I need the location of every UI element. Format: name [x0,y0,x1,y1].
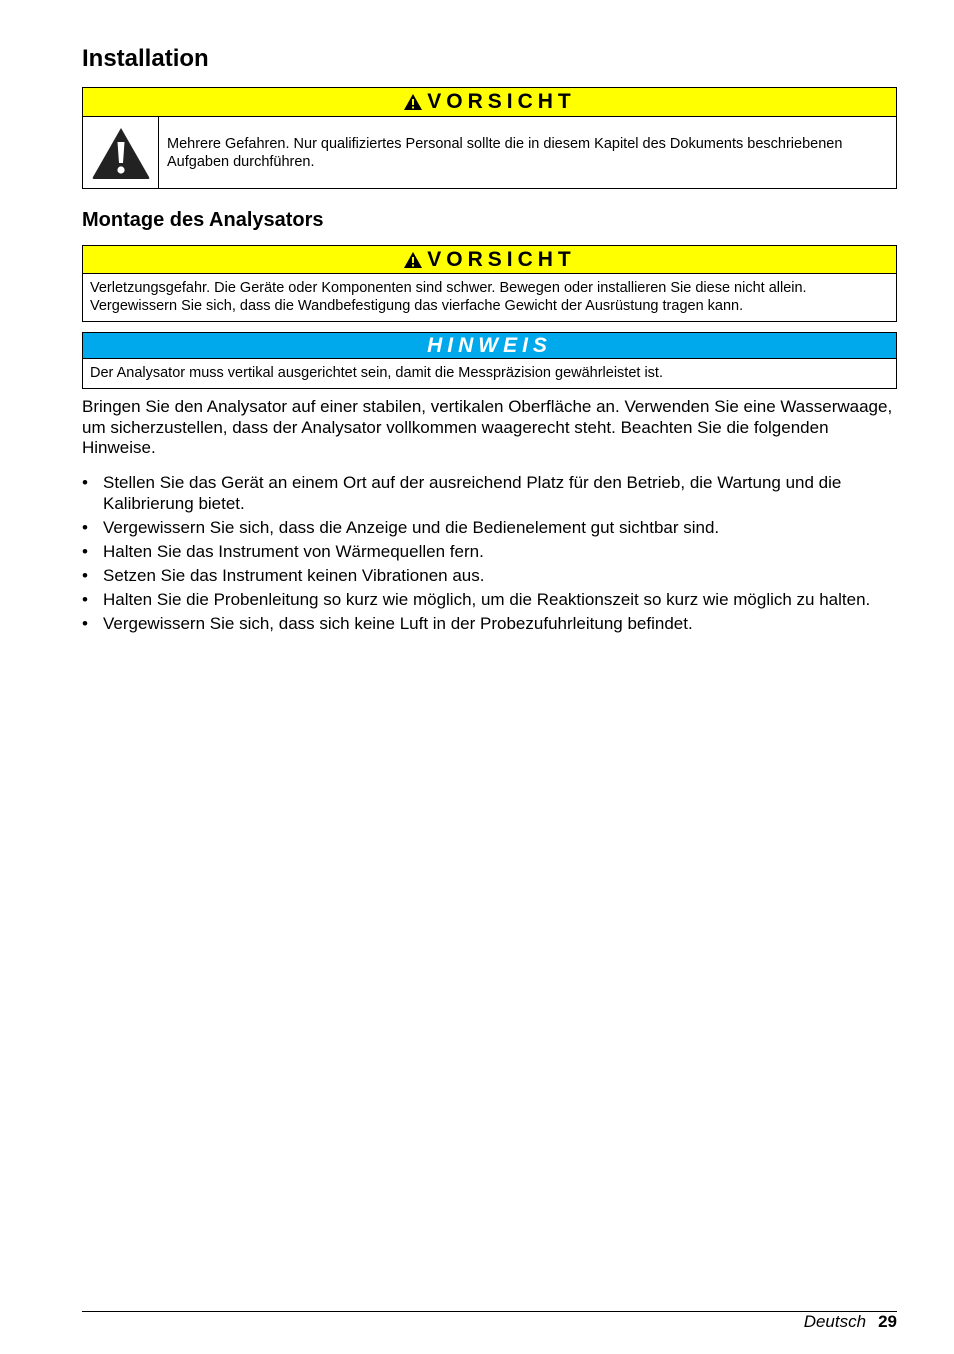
bullet-symbol: • [82,517,88,537]
page-footer [804,1312,897,1332]
hazard-icon-cell [83,117,159,188]
page-number: 29 [878,1312,897,1331]
list-item-text: Setzen Sie das Instrument keinen Vibrationen aus. [103,565,485,585]
footer-divider [82,1311,897,1312]
caution-box-weight [82,245,897,322]
list-item-text: Vergewissern Sie sich, dass die Anzeige und die Bedienelement gut sichtbar sind. [103,517,720,537]
notice-header [83,333,896,359]
warning-triangle-icon [403,93,423,111]
list-item [82,590,897,611]
caution-header-label: VORSICHT [427,247,576,271]
caution-header [83,88,896,117]
caution-box-general [82,87,897,189]
list-item [82,542,897,563]
notice-text: Der Analysator muss vertikal ausgerichtet sein, damit die Messpräzision gewährleistet ist. [90,365,663,381]
subsection-title: Montage des Analysators [82,209,324,231]
list-item [82,614,897,635]
caution-header-label: VORSICHT [427,90,576,113]
list-item [82,566,897,587]
caution-text: Mehrere Gefahren. Nur qualifiziertes Personal sollte die in diesem Kapitel des Dokuments beschriebenen Aufgaben durchführen. [167,136,843,170]
section-title: Installation [82,45,209,72]
notice-header-label: HINWEIS [427,333,552,357]
bullet-symbol: • [82,473,88,492]
caution-header [83,246,896,274]
warning-triangle-icon [403,251,423,269]
footer-language: Deutsch [803,1312,867,1331]
notice-box [82,332,897,389]
bullet-symbol: • [82,565,88,585]
list-item [82,473,897,514]
caution-text: Verletzungsgefahr. Die Geräte oder Komponenten sind schwer. Bewegen oder installieren Sie diese nicht allein. Vergewissern Sie sich, dass die Wandbefestigung das vierfache Gewicht der Ausrüstung tragen kann. [90,280,807,314]
list-item-text: Stellen Sie das Gerät an einem Ort auf der ausreichend Platz für den Betrieb, die Wartung und die Kalibrierung bietet. [103,473,842,513]
list-item [82,518,897,539]
warning-triangle-icon [90,125,152,181]
list-item-text: Halten Sie das Instrument von Wärmequellen fern. [103,541,484,561]
bullet-symbol: • [82,541,88,561]
list-item-text: Halten Sie die Probenleitung so kurz wie möglich, um die Reaktionszeit so kurz wie möglich zu halten. [103,589,871,609]
list-item-text: Vergewissern Sie sich, dass sich keine Luft in der Probezufuhrleitung befindet. [103,613,693,633]
intro-paragraph: Bringen Sie den Analysator auf einer stabilen, vertikalen Oberfläche an. Verwenden Sie eine Wasserwaage, um sicherzustellen, dass der Analysator vollkommen waagerecht steht. Beachten Sie die folgenden Hinweise. [82,397,893,457]
bullet-symbol: • [82,613,88,633]
bullet-symbol: • [82,589,88,609]
installation-guidelines-list [82,473,897,638]
